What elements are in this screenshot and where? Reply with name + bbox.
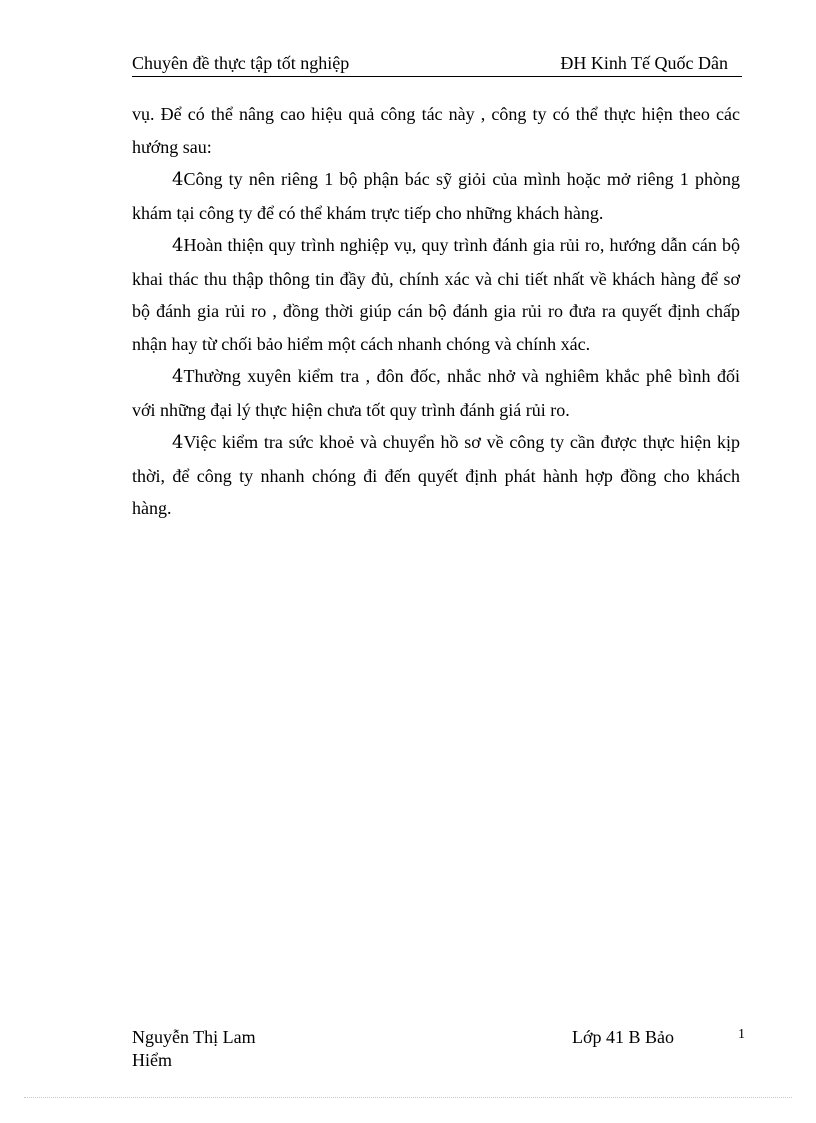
page-bottom-divider [24,1097,792,1098]
paragraph-bullet-3-text: Thường xuyên kiểm tra , đôn đốc, nhắc nhở và nghiêm khắc phê bình đối với những đại lý thực hiện chưa tốt quy trình đánh giá rủi ro. [132,366,740,420]
document-body [132,98,740,525]
bullet-icon: 4 [172,366,184,387]
paragraph-bullet-4 [132,426,740,525]
paragraph-intro [132,98,740,163]
paragraph-intro-text: vụ. Để có thể nâng cao hiệu quả công tác này , công ty có thể thực hiện theo các hướng sau: [132,104,740,157]
page-header [132,52,742,77]
footer-author: Nguyễn Thị Lam [132,1027,256,1047]
header-document-title: Chuyên đề thực tập tốt nghiệp [132,53,350,73]
header-university: ĐH Kinh Tế Quốc Dân [560,53,728,73]
paragraph-bullet-3 [132,360,740,426]
page-number: 1 [738,1027,745,1042]
paragraph-bullet-2-text: Hoàn thiện quy trình nghiệp vụ, quy trình đánh gia rủi ro, hướng dẫn cán bộ khai thác thu thập thông tin đầy đủ, chính xác và chi tiết nhất về khách hàng để sơ bộ đánh gia rủi ro , đồng thời giúp cán bộ đánh gia rủi ro đưa ra quyết định chấp nhận hay từ chối bảo hiểm một cách nhanh chóng và chính xác. [132,235,740,354]
footer-author-continuation: Hiểm [132,1050,172,1070]
bullet-icon: 4 [172,169,184,190]
footer-class: Lớp 41 B Bảo [572,1027,675,1047]
page-footer [132,1026,752,1086]
paragraph-bullet-4-text: Việc kiểm tra sức khoẻ và chuyển hồ sơ về công ty cần được thực hiện kịp thời, để công ty nhanh chóng đi đến quyết định phát hành hợp đồng cho khách hàng. [132,432,740,518]
paragraph-bullet-1 [132,163,740,229]
paragraph-bullet-2 [132,229,740,360]
paragraph-bullet-1-text: Công ty nên riêng 1 bộ phận bác sỹ giỏi của mình hoặc mở riêng 1 phòng khám tại công ty để có thể khám trực tiếp cho những khách hàng. [132,169,740,223]
bullet-icon: 4 [172,432,184,453]
bullet-icon: 4 [172,235,184,256]
